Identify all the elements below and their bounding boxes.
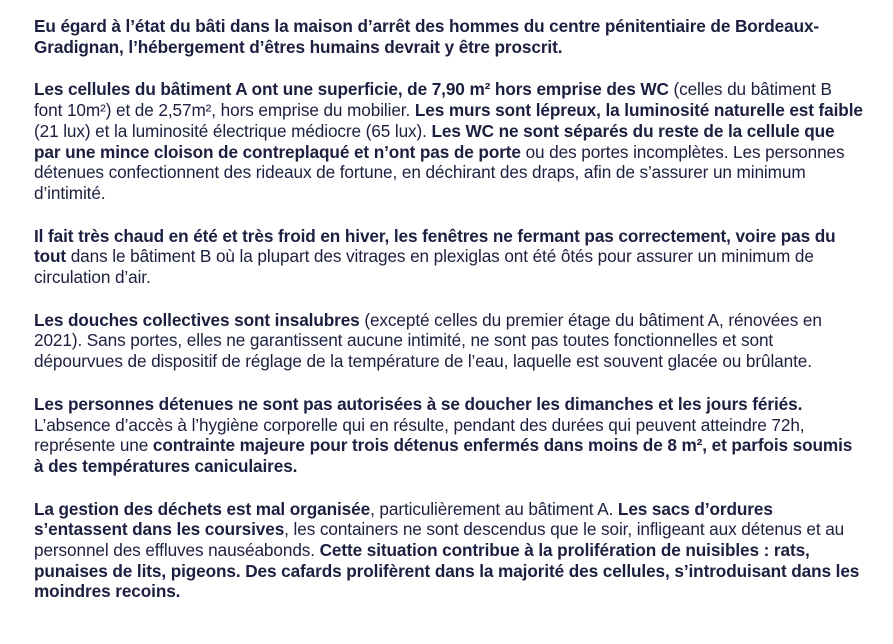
paragraph-1 <box>34 16 864 57</box>
text-run: L’absence d’accès à l’hygiène corporelle qui en résulte, pendant des durées qui peuvent atteindre 72h, représente une <box>34 414 805 456</box>
text-run: Les douches collectives sont insalubres <box>34 309 360 330</box>
text-run: Cette situation contribue à la prolifération de nuisibles : rats, punaises de lits, pigeons. Des cafards prolifèrent dans la majorité des cellules, s’introduisant dans les moindres recoins. <box>34 540 860 602</box>
text-run: La gestion des déchets est mal organisée <box>34 498 371 519</box>
paragraph-5 <box>34 394 864 477</box>
text-run: dans le bâtiment B où la plupart des vitrages en plexiglas ont été ôtés pour assurer un minimum de circulation d’air. <box>34 246 814 288</box>
paragraph-4 <box>34 310 864 372</box>
text-run: Les murs sont lépreux, la luminosité naturelle est faible <box>414 100 863 121</box>
text-run: contrainte majeure pour trois détenus enfermés dans moins de 8 m², et parfois soumis à des températures caniculaires. <box>34 435 853 476</box>
text-run: Il fait très chaud en été et très froid en hiver, les fenêtres ne fermant pas correctement, voire pas du tout <box>34 225 836 267</box>
text-run: Les cellules du bâtiment A ont une superficie, de 7,90 m² hors emprise des WC <box>34 79 669 100</box>
paragraph-2 <box>34 79 864 203</box>
text-run: , les containers ne sont descendus que le soir, infligeant aux détenus et au personnel des effluves nauséabonds. <box>34 519 845 561</box>
text-run: (excepté celles du premier étage du bâtiment A, rénovées en 2021). Sans portes, elles ne garantissent aucune intimité, ne sont pas toutes fonctionnelles et sont dépourvues de dispositif de réglage de la température de l’eau, laquelle est souvent glacée ou brûlante. <box>34 309 822 372</box>
paragraph-3 <box>34 226 864 288</box>
text-run: (21 lux) et la luminosité électrique médiocre (65 lux). <box>34 120 432 141</box>
text-run: (celles du bâtiment B font 10m²) et de 2,57m², hors emprise du mobilier. <box>34 79 832 121</box>
text-run: Les personnes détenues ne sont pas autorisées à se doucher les dimanches et les jours fériés. <box>34 393 803 414</box>
text-run: Eu égard à l’état du bâti dans la maison d’arrêt des hommes du centre pénitentiaire de Bordeaux-Gradignan, l’hébergement d’êtres humains devrait y être proscrit. <box>34 16 820 57</box>
text-run: Les WC ne sont séparés du reste de la cellule que par une mince cloison de contreplaqué et n’ont pas de porte <box>34 120 835 162</box>
text-run: , particulièrement au bâtiment A. <box>370 498 618 519</box>
document-body <box>34 16 864 624</box>
paragraph-6 <box>34 499 864 603</box>
text-run: ou des portes incomplètes. Les personnes détenues confectionnent des rideaux de fortune, en déchirant des draps, afin de s’assurer un minimum d’intimité. <box>34 141 845 203</box>
text-run: Les sacs d’ordures s’entassent dans les coursives <box>34 498 773 540</box>
